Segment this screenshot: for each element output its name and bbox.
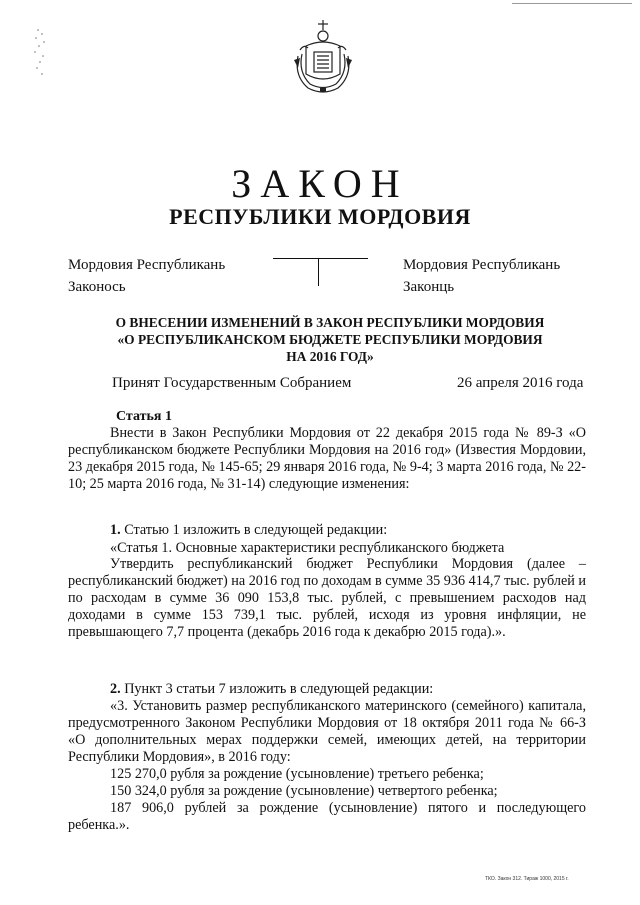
- coat-of-arms-icon: [290, 16, 356, 96]
- erzya-right-line2: Законць: [403, 279, 455, 295]
- law-heading-line2: «О РЕСПУБЛИКАНСКОМ БЮДЖЕТЕ РЕСПУБЛИКИ МОРДОВИЯ: [117, 332, 543, 347]
- item-2-body: «3. Установить размер республиканского материнского (семейного) капитала, предусмотренного Законом Республики Мордовия от 18 октября 2011 года № 66-З «О дополнительных мерах поддержки семей, имеющих детей, на территории Республики Мордовия», в 2016 году:: [68, 698, 586, 765]
- moksha-left-line2: Законось: [68, 279, 126, 295]
- law-heading-line1: О ВНЕСЕНИИ ИЗМЕНЕНИЙ В ЗАКОН РЕСПУБЛИКИ МОРДОВИЯ: [115, 315, 545, 330]
- erzya-right-line1: Мордовия Республикань: [403, 257, 561, 273]
- print-note: ТКО. Закон 312. Тираж 1000, 2015 г.: [485, 876, 569, 882]
- item-1-body: Утвердить республиканский бюджет Республики Мордовия (далее – республиканский бюджет) на 2016 год по доходам в сумме 35 936 414,7 тыс. рублей и по расходам в сумме 36 090 153,8 тыс. рублей, с превышением расходов над доходами в сумме 153 739,1 тыс. рублей, исходя из уровня инфляции, не превышающего 7,7 процента (декабрь 2016 года к декабрю 2015 года).».: [68, 556, 587, 640]
- moksha-left-line1: Мордовия Республикань: [68, 257, 226, 273]
- moksha-title-left: [68, 254, 225, 298]
- adoption-date: 26 апреля 2016 года: [457, 375, 584, 391]
- law-heading-line3: НА 2016 ГОД»: [286, 349, 374, 364]
- item-1-title-text: Статью 1 изложить в следующей редакции:: [124, 522, 388, 538]
- item-2-line-2: 150 324,0 рубля за рождение (усыновление) четвертого ребенка;: [110, 783, 498, 799]
- top-edge-mark: [512, 3, 632, 9]
- item-1-title: [68, 522, 586, 539]
- item-1-quote: «Статья 1. Основные характеристики республиканского бюджета: [110, 540, 505, 556]
- item-2-title: [68, 681, 586, 698]
- scan-dots-decoration: [18, 24, 58, 84]
- erzya-title-right: [403, 254, 560, 298]
- article-title: Статья 1: [116, 409, 172, 424]
- article-intro: Внести в Закон Республики Мордовия от 22 декабря 2015 года № 89-З «О республиканском бюджете Республики Мордовия на 2016 год» (Известия Мордовии, 23 декабря 2015 года, № 145-65; 29 января 2016 года, № 9-4; 3 марта 2016 года, № 22-10; 25 марта 2016 года, № 31-14) следующие изменения:: [68, 425, 586, 492]
- item-2-title-text: Пункт 3 статьи 7 изложить в следующей редакции:: [124, 681, 434, 697]
- item-1-number: 1.: [110, 522, 121, 538]
- document-title: ЗАКОН: [231, 161, 409, 206]
- item-2-line-3: 187 906,0 рублей за рождение (усыновление) пятого и последующего ребенка.».: [68, 800, 586, 833]
- divider-vertical: [318, 258, 319, 286]
- item-2-number: 2.: [110, 681, 121, 697]
- law-heading: [60, 314, 600, 365]
- document-subtitle: РЕСПУБЛИКИ МОРДОВИЯ: [169, 204, 471, 229]
- adoption-text: Принят Государственным Собранием: [112, 375, 352, 391]
- divider-horizontal: [273, 258, 368, 259]
- item-2-line-1: 125 270,0 рубля за рождение (усыновление) третьего ребенка;: [110, 766, 484, 782]
